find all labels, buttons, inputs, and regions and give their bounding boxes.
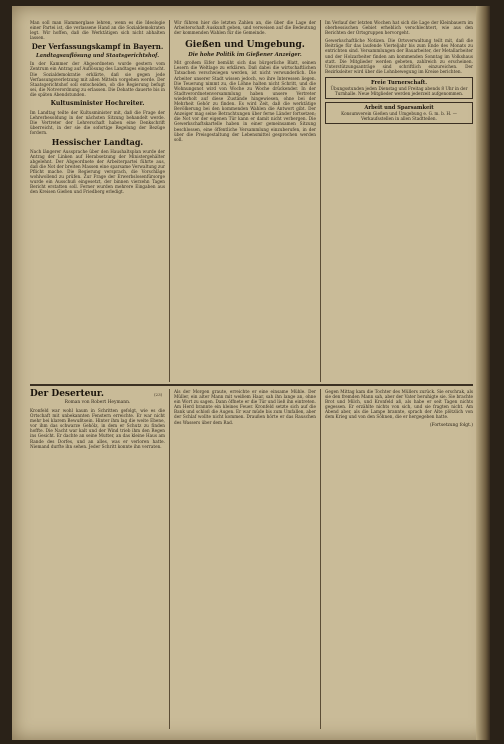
- article-text: Gewerkschaftliche Notizen. Die Ortsverwaltung teilt mit, daß die Beiträge für das laufende Vierteljahr bis zum Ende des Monats zu entrichten sind. Versammlungen der Bauarbeiter, der Metallarbeiter und der Holzarbeiter finden am kommenden Sonntag im Volkshaus statt. Die Mitglieder werden gebeten, zahlreich zu erscheinen. Unterstützungsanträge sind schriftlich einzureichen. Der Bezirksleiter wird über die Lohnbewegung im Kreise berichten.: [325, 38, 473, 74]
- continuation-note: (Fortsetzung folgt.): [429, 422, 473, 428]
- column-rule: [169, 389, 170, 729]
- article-subheadline: Landtagsauflösung und Staatsgerichtshof.: [35, 53, 160, 60]
- article-text: Im Landtag teilte der Kultusminister mit, daß die Frage der Lehrerbesoldung in der nächsten Sitzung behandelt werde. Die Vertreter der Lehrerschaft haben eine Denkschrift überreicht, in der sie die sofortige Regelung der Bezüge fordern.: [30, 110, 165, 136]
- advertisement-title: Arbeit und Sparsamkeit: [364, 104, 434, 111]
- serial-title: Der Deserteur.: [30, 389, 104, 399]
- serial-author: Roman von Robert Heymann.: [64, 400, 131, 405]
- serial-column-1: [30, 389, 165, 449]
- feuilleton-rule: [30, 384, 473, 386]
- article-text: Mit großem Eifer bemüht sich das bürgerliche Blatt, seinen Lesern die Weltlage zu erklären. Daß dabei die wirtschaftlichen Tatsachen verschwiegen werden, ist nicht verwunderlich. Die Arbeiter unserer Stadt wissen jedoch, wo ihre Interessen liegen. Die Teuerung nimmt zu, die Löhne halten nicht Schritt, und die Wohnungsnot wird von Woche zu Woche drückender. In der Stadtverordnetenversammlung haben unsere Vertreter wiederholt auf diese Zustände hingewiesen, ohne bei der Mehrheit Gehör zu finden. Es wird Zeit, daß die werktätige Bevölkerung bei den kommenden Wahlen die Antwort gibt. Der Anzeiger mag seine Betrachtungen über ferne Länder fortsetzen; die Not vor der eigenen Tür kann er damit nicht verbergen. Die Gewerkschaftskartelle haben in einer gemeinsamen Sitzung beschlossen, eine öffentliche Versammlung einzuberufen, in der über die Preisgestaltung der Lebensmittel gesprochen werden soll.: [174, 60, 316, 142]
- serial-number: (23): [154, 392, 163, 397]
- advertisement-text: Übungsstunden jeden Dienstag und Freitag abends 8 Uhr in der Turnhalle. Neue Mitglieder werden jederzeit aufgenommen.: [330, 85, 468, 96]
- article-headline: Kultusminister Hochreiter.: [50, 100, 145, 108]
- lead-paragraph: Wir führen hier die letzten Zahlen an, die über die Lage der Arbeiterschaft Auskunft geben, und verweisen auf die Bedeutung der kommenden Wahlen für die Gemeinde.: [174, 20, 316, 36]
- serial-text: Kronfeld war wohl kaum in Schritten gefolgt, wie es die Ortschaft mit unbekannten Fenstern erreichte. Er war nicht mehr bei klarem Bewußtsein. Hinter ihm lag die weite Ebene, vor ihm das schwarze Gehölz, in dem er Schutz zu finden hoffte. Die Nacht war kalt und der Wind trieb ihm den Regen ins Gesicht. Er dachte an seine Mutter, an das kleine Haus am Rande des Dorfes, und an alles, was er verloren hatte. Niemand durfte ihn sehen. Jeder Schritt konnte ihn verraten.: [30, 408, 165, 449]
- serial-column-2: [174, 389, 316, 425]
- column-rule: [320, 20, 321, 382]
- serial-text: Als der Morgen graute, erreichte er eine einsame Mühle. Der Müller, ein alter Mann mit weißem Haar, sah ihn lange an, ohne ein Wort zu sagen. Dann öffnete er die Tür und ließ ihn eintreten. Am Herd brannte ein kleines Feuer. Kronfeld setzte sich auf die Bank und schloß die Augen. Er war müde bis zum Umfallen, aber der Schlaf wollte nicht kommen. Draußen hörte er das Rauschen des Wassers über dem Rad.: [174, 389, 316, 425]
- article-text: In der Kammer der Abgeordneten wurde gestern vom Zentrum ein Antrag auf Auflösung des Landtages eingebracht. Die Sozialdemokratie erklärte, daß sie gegen jede Verfassungsverletzung mit allen Mitteln vorgehen werde. Der Staatsgerichtshof soll entscheiden, ob die Regierung befugt sei, die Notverordnung zu erlassen. Die Debatte dauerte bis in die späten Abendstunden.: [30, 61, 165, 97]
- lead-paragraph: Man soll man Hammerglase lehren, wenn es die Ideologie einer Partei ist, die verlassene Hand an die Sozialdemokraten legt. Wir hoffen, daß die Werktätigen sich nicht abhalten lassen.: [30, 20, 165, 41]
- article-text: Nach längerer Aussprache über den Haushaltsplan wurde der Antrag der Linken auf Herabsetzung der Ministergehälter abgelehnt. Der Abgeordnete der Arbeiterpartei führte aus, daß die Not der breiten Massen eine sparsame Verwaltung zur Pflicht mache. Die Regierung versprach, die Vorschläge wohlwollend zu prüfen. Zur Frage der Erwerbslosenfürsorge wurde ein Ausschuß eingesetzt, der binnen vierzehn Tagen Bericht erstatten soll. Ferner wurden mehrere Eingaben aus den Kreisen Gießen und Friedberg erledigt.: [30, 148, 165, 195]
- column-rule: [169, 20, 170, 382]
- section-headline: Gießen und Umgebung.: [185, 40, 305, 51]
- newspaper-page: [12, 6, 490, 740]
- article-headline: Der Verfassungskampf in Bayern.: [31, 42, 164, 52]
- column-3: [325, 20, 473, 127]
- article-headline: Hessischer Landtag.: [51, 136, 144, 147]
- book-spine: [476, 6, 490, 740]
- advertisement-title: Freie Turnerschaft.: [370, 79, 428, 86]
- column-2: [174, 20, 316, 142]
- advertisement-text: Konsumverein Gießen und Umgebung e. G. m. b. H. — Verkaufsstellen in allen Stadtteilen.: [341, 110, 457, 121]
- lead-paragraph: Im Verlauf der letzten Wochen hat sich die Lage der Kleinbauern im oberhessischen Gebiet erheblich verschlechtert, wie aus den Berichten der Ortsgruppen hervorgeht.: [325, 20, 473, 36]
- column-rule: [320, 389, 321, 729]
- article-subheadline: Die hohe Politik im Gießener Anzeiger.: [188, 52, 302, 59]
- advertisement-box: [325, 102, 473, 124]
- advertisement-box: [325, 77, 473, 99]
- serial-column-3: [325, 389, 473, 428]
- column-1: [30, 20, 165, 194]
- serial-text: Gegen Mittag kam die Tochter des Müllers zurück. Sie erschrak, als sie den fremden Mann sah, aber der Vater beruhigte sie. Sie brachte Brot und Milch, und Kronfeld aß, als habe er seit Tagen nichts gegessen. Er erzählte nichts von sich, und sie fragten nicht. Am Abend aber, als die Lampe brannte, sprach der Alte plötzlich von dem Krieg und von den Söhnen, die er hergegeben hatte.: [325, 389, 473, 420]
